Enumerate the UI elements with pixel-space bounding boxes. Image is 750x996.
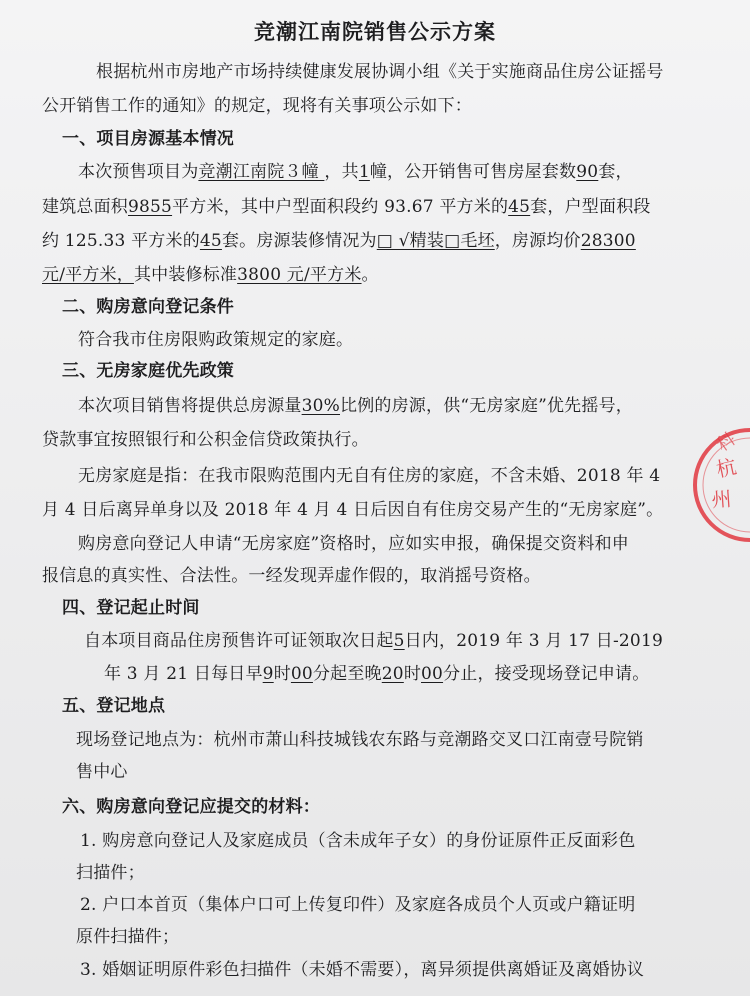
project-name: 竞潮江南院３幢 (198, 162, 325, 182)
section1-line-2: 建筑总面积9855平方米，其中户型面积段约 93.67 平方米的45套，户型面积段 (42, 197, 651, 217)
section1-line-4: 元/平方米，其中装修标准3800 元/平方米。 (42, 265, 379, 285)
units-type-a: 45 (508, 197, 531, 217)
section4-heading: 四、登记起止时间 (62, 598, 200, 618)
section5-line-1: 现场登记地点为：杭州市萧山科技城钱农东路与竞潮路交叉口江南壹号院销 (76, 730, 644, 750)
section1-line-1: 本次预售项目为竞潮江南院３幢 ，共1幢，公开销售可售房屋套数90套， (78, 162, 633, 182)
section6-item1-line-1: 1. 购房意向登记人及家庭成员（含未成年子女）的身份证原件正反面彩色 (80, 831, 636, 851)
decoration-standard: 3800 元/平方米 (237, 265, 362, 285)
section6-item1-line-2: 扫描件； (76, 863, 145, 883)
total-area: 9855 (128, 197, 173, 217)
section6-item2-line-2: 原件扫描件； (76, 927, 180, 947)
section3-para3-line-2: 报信息的真实性、合法性。一经发现弄虚作假的，取消摇号资格。 (42, 566, 541, 586)
section3-para2-line-2: 月 4 日后离异单身以及 2018 年 4 月 4 日后因自有住房交易产生的“无房家庭”。 (42, 500, 664, 520)
document-title: 竞潮江南院销售公示方案 (254, 20, 496, 44)
start-hour: 9 (262, 664, 274, 684)
section4-line-1: 自本项目商品住房预售许可证领取次日起5日内，2019 年 3 月 17 日-2019 (84, 631, 663, 651)
official-stamp (690, 425, 750, 545)
start-minute: 00 (290, 664, 313, 684)
intro-line-2: 公开销售工作的通知》的规定，现将有关事项公示如下： (42, 96, 472, 116)
section5-heading: 五、登记地点 (62, 696, 166, 716)
section2-line-1: 符合我市住房限购政策规定的家庭。 (78, 330, 354, 350)
svg-text:州: 州 (710, 486, 733, 512)
section3-heading: 三、无房家庭优先政策 (62, 361, 234, 381)
section3-para1-line-2: 贷款事宜按照银行和公积金信贷政策执行。 (42, 430, 369, 450)
section4-line-2: 年 3 月 21 日每日早9时00分起至晚20时00分止，接受现场登记申请。 (104, 664, 650, 684)
section3-para2-line-1: 无房家庭是指：在我市限购范围内无自有住房的家庭，不含未婚、2018 年 4 (78, 466, 661, 486)
end-minute: 00 (421, 664, 444, 684)
end-hour: 20 (381, 664, 404, 684)
average-price: 28300 (580, 231, 636, 251)
building-count: 1 (358, 162, 370, 182)
units-type-b: 45 (199, 231, 222, 251)
intro-line-1: 根据杭州市房地产市场持续健康发展协调小组《关于实施商品住房公证摇号 (96, 62, 664, 82)
section3-para3-line-1: 购房意向登记人申请“无房家庭”资格时，应如实申报，确保提交资料和申 (78, 534, 629, 554)
unit-count: 90 (576, 162, 599, 182)
svg-text:杭: 杭 (714, 454, 739, 482)
svg-text:科: 科 (712, 428, 740, 457)
section6-item2-line-1: 2. 户口本首页（集体户口可上传复印件）及家庭各成员个人页或户籍证明 (80, 895, 636, 915)
section2-heading: 二、购房意向登记条件 (62, 297, 234, 317)
decoration-status: □ √精装□毛坯 (376, 231, 495, 251)
priority-ratio: 30% (301, 396, 340, 416)
section3-para1-line-1: 本次项目销售将提供总房源量30%比例的房源，供“无房家庭”优先摇号， (78, 396, 633, 416)
section1-line-3: 约 125.33 平方米的45套。房源装修情况为□ √精装□毛坯，房源均价28300 (42, 231, 636, 251)
section6-heading: 六、购房意向登记应提交的材料： (62, 797, 320, 817)
registration-days: 5 (393, 631, 405, 651)
section1-heading: 一、项目房源基本情况 (62, 129, 234, 149)
section6-item3-line-1: 3. 婚姻证明原件彩色扫描件（未婚不需要），离异须提供离婚证及离婚协议 (80, 960, 645, 980)
section5-line-2: 售中心 (76, 762, 128, 782)
